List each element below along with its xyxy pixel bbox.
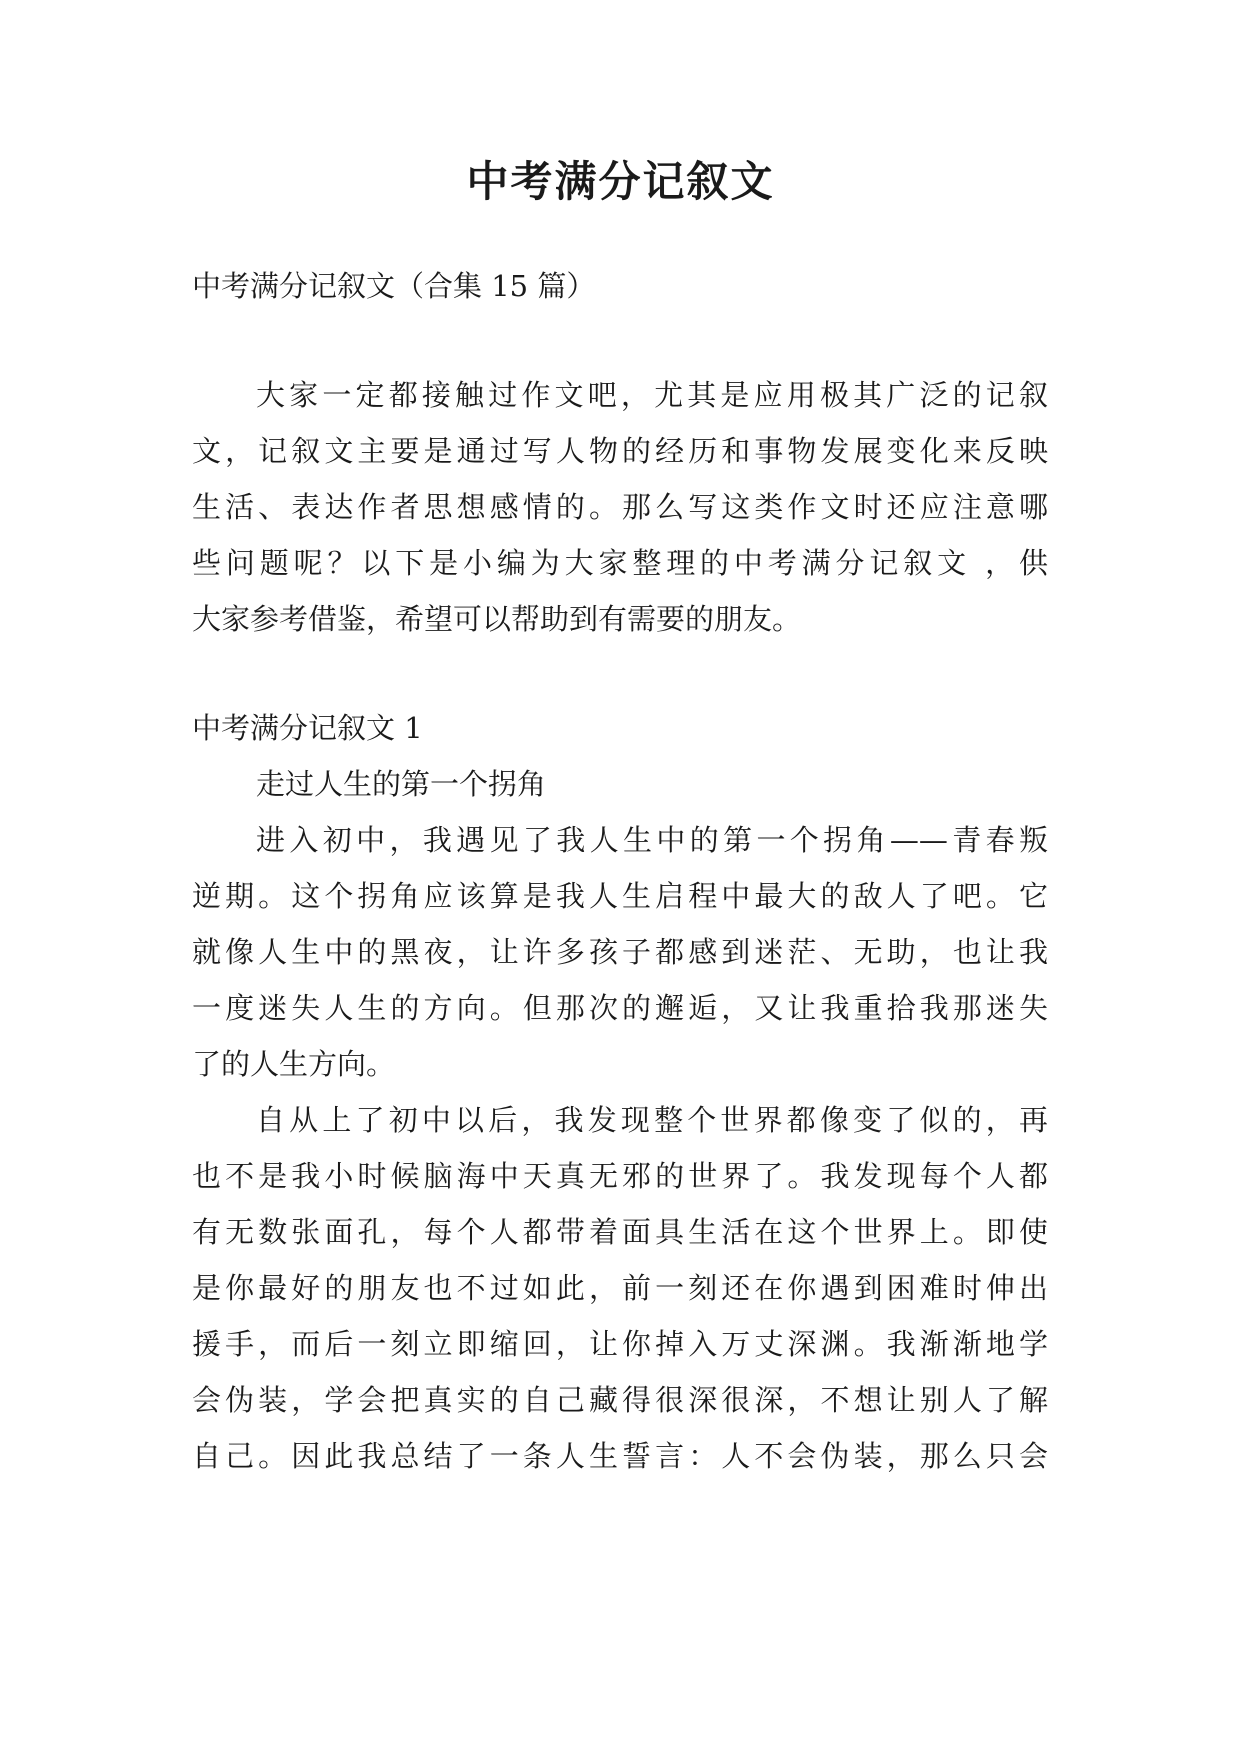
paragraph-line: 有无数张面孔，每个人都带着面具生活在这个世界上。即使 [192, 1215, 1048, 1249]
paragraph-line: 一度迷失人生的方向。但那次的邂逅，又让我重拾我那迷失 [192, 991, 1048, 1025]
blank-line [192, 314, 1048, 367]
paragraph-line: 援手，而后一刻立即缩回，让你掉入万丈深渊。我渐渐地学 [192, 1327, 1048, 1361]
document-title: 中考满分记叙文 [466, 157, 775, 206]
paragraph-line: 自从上了初中以后，我发现整个世界都像变了似的，再 [256, 1103, 1048, 1137]
intro-line: 大家参考借鉴，希望可以帮助到有需要的朋友。 [192, 602, 802, 636]
paragraph-line: 会伪装，学会把真实的自己藏得很深很深，不想让别人了解 [192, 1383, 1048, 1417]
essay-title: 走过人生的第一个拐角 [256, 767, 547, 801]
intro-line: 大家一定都接触过作文吧，尤其是应用极其广泛的记叙 [256, 378, 1048, 412]
intro-line: 生活、表达作者思想感情的。那么写这类作文时还应注意哪 [192, 490, 1048, 524]
intro-line: 些问题呢？以下是小编为大家整理的中考满分记叙文 ，供 [192, 546, 1048, 580]
paragraph-line: 逆期。这个拐角应该算是我人生启程中最大的敌人了吧。它 [192, 879, 1048, 913]
paragraph-line: 是你最好的朋友也不过如此，前一刻还在你遇到困难时伸出 [192, 1271, 1048, 1305]
paragraph-line: 就像人生中的黑夜，让许多孩子都感到迷茫、无助，也让我 [192, 935, 1048, 969]
paragraph-line: 进入初中，我遇见了我人生中的第一个拐角——青春叛 [256, 823, 1048, 857]
section-heading: 中考满分记叙文 1 [192, 711, 423, 745]
intro-line: 文，记叙文主要是通过写人物的经历和事物发展变化来反映 [192, 434, 1048, 468]
paragraph-line: 了的人生方向。 [192, 1047, 396, 1081]
paragraph-line: 自己。因此我总结了一条人生誓言：人不会伪装，那么只会 [192, 1439, 1048, 1473]
blank-line [192, 647, 1048, 700]
intro-paragraph [192, 367, 1048, 647]
essay-paragraph-2 [192, 1092, 1048, 1484]
document-body [192, 258, 1048, 1484]
essay-paragraph-1 [192, 812, 1048, 1092]
paragraph-line: 也不是我小时候脑海中天真无邪的世界了。我发现每个人都 [192, 1159, 1048, 1193]
collection-subtitle: 中考满分记叙文（合集 15 篇） [192, 269, 596, 303]
